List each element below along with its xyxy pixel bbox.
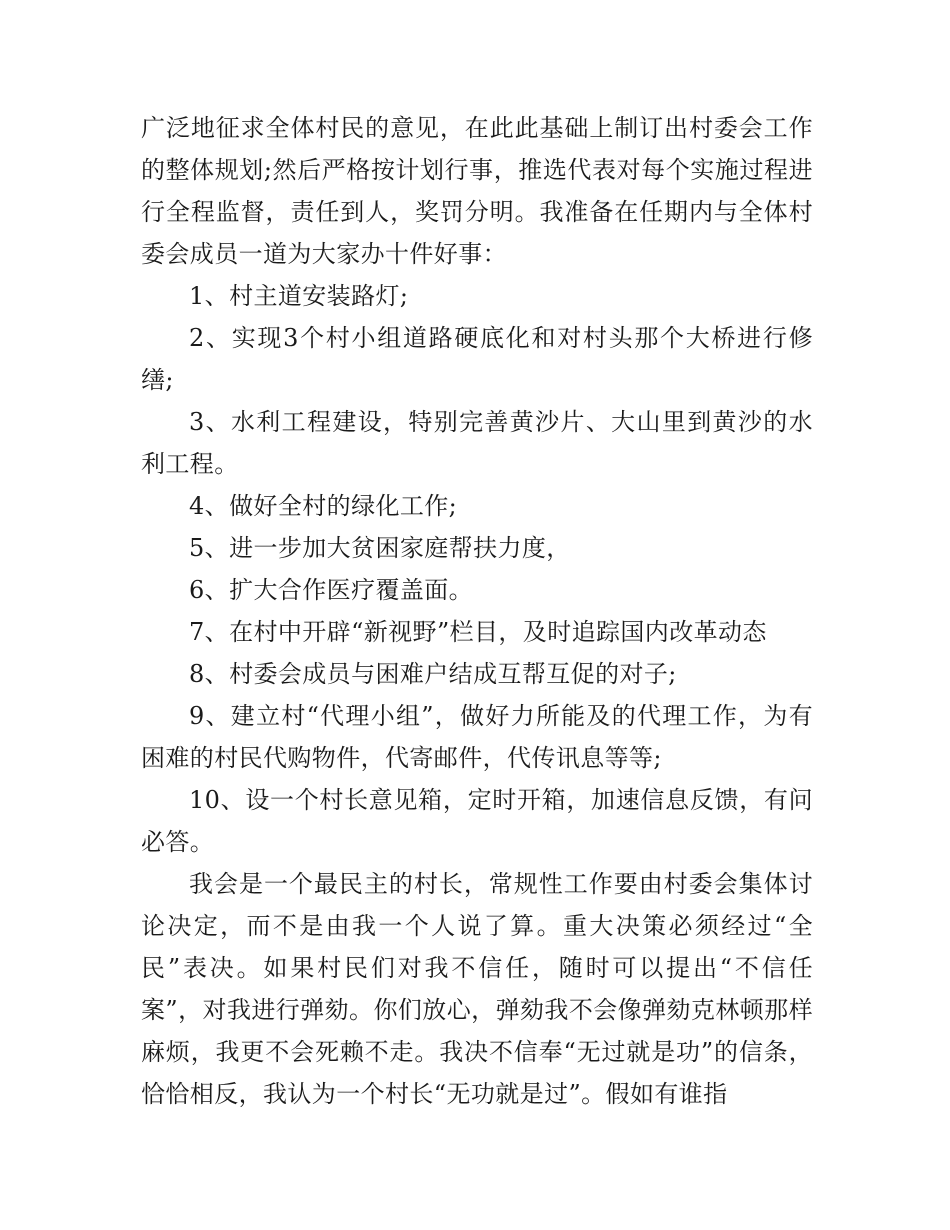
list-item-3: 3、水利工程建设，特别完善黄沙片、大山里到黄沙的水利工程。 xyxy=(141,408,813,478)
paragraph-closing: 我会是一个最民主的村长，常规性工作要由村委会集体讨论决定，而不是由我一个人说了算。重大决策必须经过“全民”表决。如果村民们对我不信任，随时可以提出“不信任案”，对我进行弹劾。你们放心，弹劾我不会像弹劾克林顿那样麻烦，我更不会死赖不走。我决不信奉“无过就是功”的信条，恰恰相反，我认为一个村长“无功就是过”。假如有谁指 xyxy=(141,870,813,1108)
list-item-5: 5、进一步加大贫困家庭帮扶力度， xyxy=(189,534,571,562)
list-item-7: 7、在村中开辟“新视野”栏目，及时追踪国内改革动态 xyxy=(189,618,767,646)
list-item-8: 8、村委会成员与困难户结成互帮互促的对子; xyxy=(189,660,677,688)
document-body xyxy=(141,107,813,1115)
list-item-6: 6、扩大合作医疗覆盖面。 xyxy=(189,576,474,604)
list-item-4: 4、做好全村的绿化工作; xyxy=(189,492,458,520)
list-item-9: 9、建立村“代理小组”，做好力所能及的代理工作，为有困难的村民代购物件，代寄邮件，代传讯息等等; xyxy=(141,702,813,772)
list-item-1: 1、村主道安装路灯; xyxy=(189,282,409,310)
paragraph-intro: 广泛地征求全体村民的意见，在此此基础上制订出村委会工作的整体规划;然后严格按计划行事，推选代表对每个实施过程进行全程监督，责任到人，奖罚分明。我准备在任期内与全体村委会成员一道为大家办十件好事： xyxy=(141,114,813,268)
list-item-10: 10、设一个村长意见箱，定时开箱，加速信息反馈，有问必答。 xyxy=(141,786,813,856)
list-item-2: 2、实现3个村小组道路硬底化和对村头那个大桥进行修缮; xyxy=(141,324,813,394)
